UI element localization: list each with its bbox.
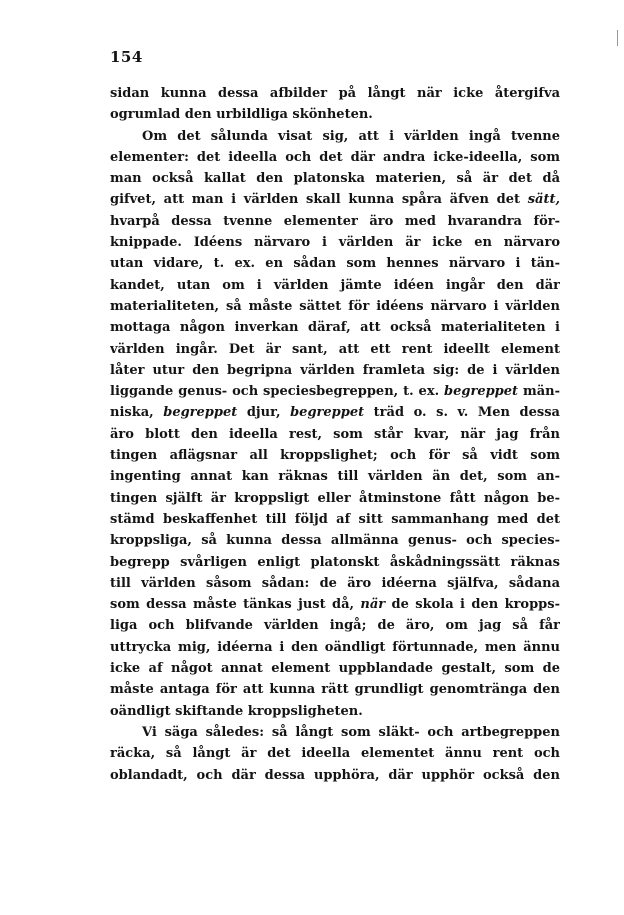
text-line: materialiteten, så måste sättet för idéens närvaro i världen	[110, 298, 560, 314]
text-line: världen ingår. Det är sant, att ett rent ideellt element	[110, 341, 560, 357]
text-line: oändligt skiftande kroppsligheten.	[110, 703, 363, 719]
text-line: liga och blifvande världen ingå; de äro, om jag så får	[110, 618, 560, 634]
text-line: hvarpå dessa tvenne elementer äro med hvarandra för-	[110, 213, 560, 229]
page-edge-mark	[617, 30, 618, 46]
text-line: icke af något annat element uppblandade gestalt, som de	[110, 661, 560, 677]
text-line: liggande genus- och speciesbegreppen, t. ex. begreppet män-	[110, 384, 560, 400]
text-line: som dessa måste tänkas just då, när de skola i den kropps-	[110, 597, 560, 613]
text-line: sidan kunna dessa afbilder på långt när icke återgifva	[110, 86, 560, 101]
body-text	[110, 83, 560, 786]
text-line: utan vidare, t. ex. en sådan som hennes närvaro i tän-	[110, 256, 560, 272]
text-line: Vi säga således: så långt som släkt- och artbegreppen	[142, 724, 560, 740]
text-line: ingenting annat kan räknas till världen än det, som an-	[110, 469, 560, 485]
text-line: oblandadt, och där dessa upphöra, där upphör också den	[110, 767, 560, 783]
text-line: uttrycka mig, idéerna i den oändligt förtunnade, men ännu	[110, 639, 560, 655]
text-line: räcka, så långt är det ideella elementet ännu rent och	[110, 746, 560, 762]
text-line: elementer: det ideella och det där andra icke-ideella, som	[110, 149, 560, 165]
text-line: begrepp svårligen enligt platonskt åskådningssätt räknas	[110, 554, 560, 570]
text-line: mottaga någon inverkan däraf, att också materialiteten i	[110, 320, 560, 336]
text-line: äro blott den ideella rest, som står kvar, när jag från	[110, 426, 560, 442]
text-line: till världen såsom sådan: de äro idéerna själfva, sådana	[110, 575, 560, 591]
text-line: tingen själft är kroppsligt eller åtminstone fått någon be-	[110, 490, 560, 506]
text-line: Om det sålunda visat sig, att i världen ingå tvenne	[142, 128, 560, 144]
text-line: gifvet, att man i världen skall kunna spåra äfven det sätt,	[110, 192, 560, 208]
text-line: stämd beskaffenhet till följd af sitt sammanhang med det	[110, 511, 560, 527]
text-line: låter utur den begripna världen framleta sig: de i världen	[110, 362, 560, 378]
text-line: tingen aflägsnar all kroppslighet; och för så vidt som	[110, 448, 560, 464]
text-line: måste antaga för att kunna rätt grundligt genomtränga den	[110, 682, 560, 698]
text-line: kandet, utan om i världen jämte idéen ingår den där	[110, 277, 560, 293]
text-line: niska, begreppet djur, begreppet träd o. s. v. Men dessa	[110, 405, 560, 421]
text-line: man också kallat den platonska materien, så är det då	[110, 171, 560, 187]
text-line: knippade. Idéens närvaro i världen är icke en närvaro	[110, 235, 560, 251]
text-line: kroppsliga, så kunna dessa allmänna genus- och species-	[110, 533, 560, 549]
page-number: 154	[110, 48, 143, 66]
text-line: ogrumlad den urbildliga skönheten.	[110, 107, 373, 123]
